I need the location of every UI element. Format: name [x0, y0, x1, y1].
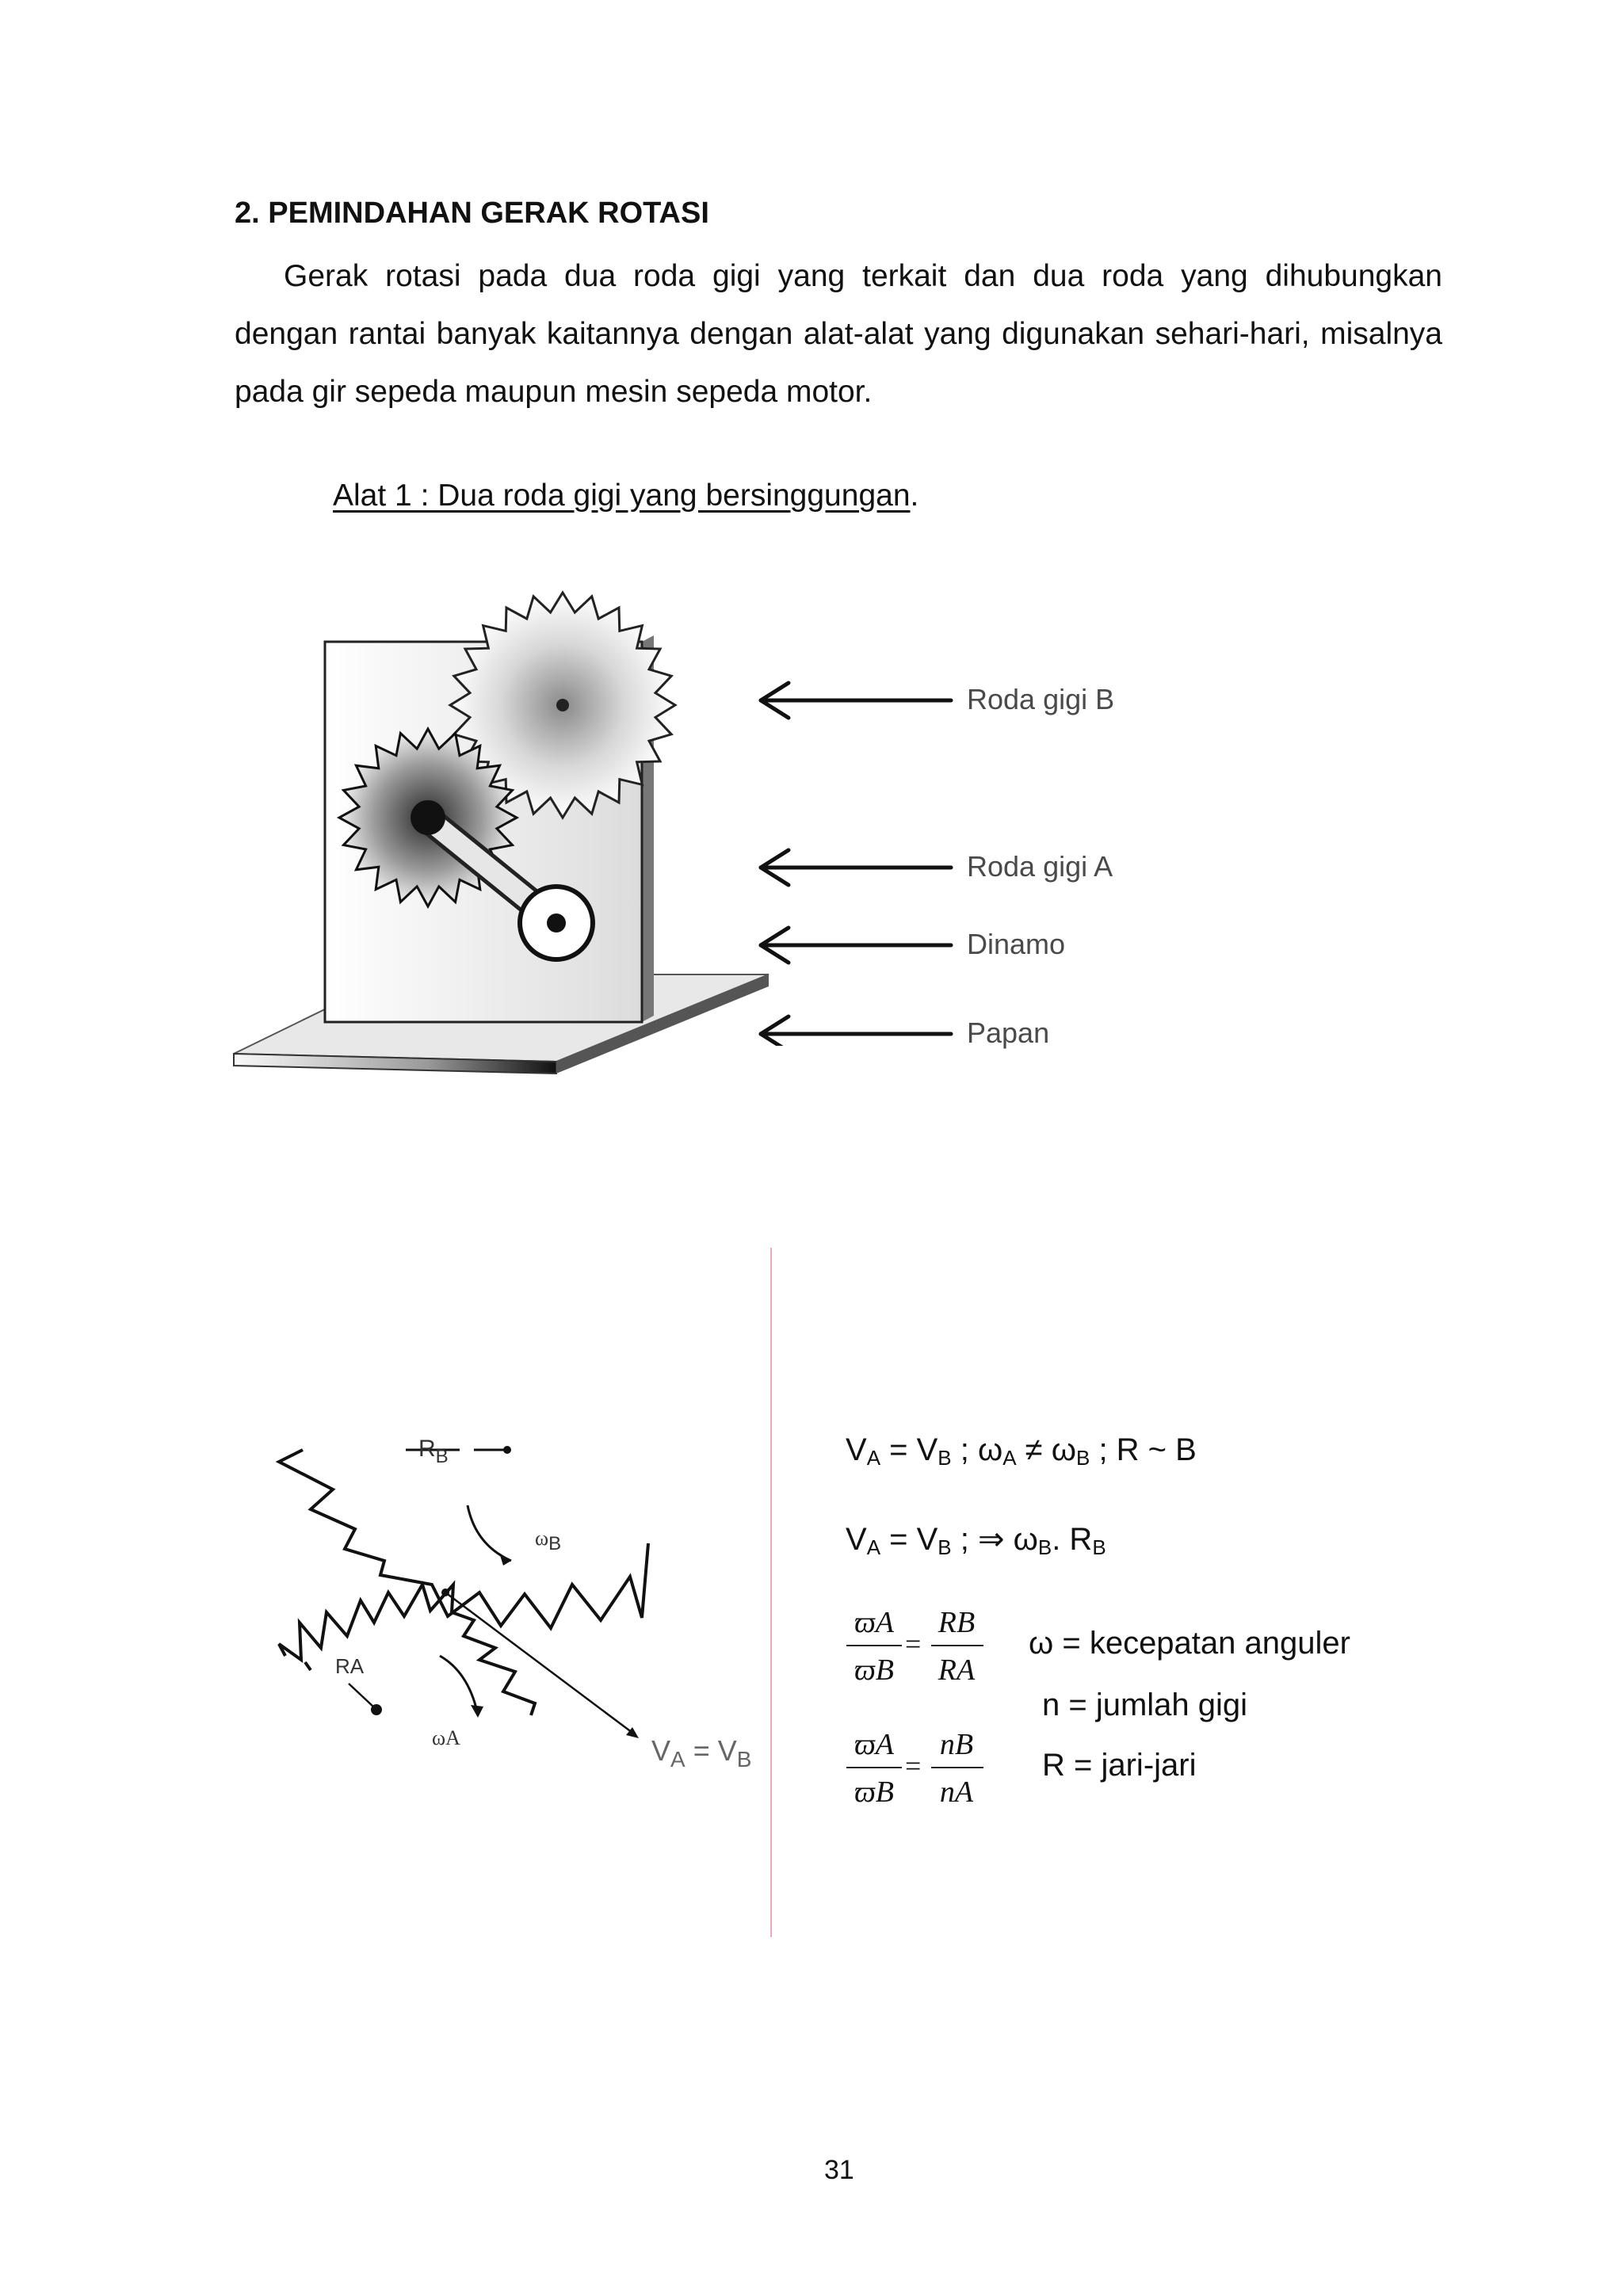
frac1-den-left: ϖB	[854, 1653, 895, 1687]
caption-period: .	[910, 479, 919, 513]
definition-r: R = jari-jari	[1042, 1748, 1197, 1783]
omega-a-label: ωA	[432, 1726, 460, 1749]
vertical-divider	[770, 1248, 772, 1937]
gear-contact-diagram	[269, 1418, 761, 1798]
label-board: Papan	[967, 1016, 1050, 1049]
label-arrows	[753, 634, 959, 1046]
page-number: 31	[824, 2155, 854, 2185]
omega-b-arrow	[468, 1505, 511, 1561]
section-heading: 2. PEMINDAHAN GERAK ROTASI	[235, 196, 709, 230]
frac2-equals: =	[905, 1750, 922, 1782]
frac2-den-left: ϖB	[854, 1775, 895, 1809]
omega-a-arrow	[440, 1656, 477, 1711]
gear-a-teeth	[279, 1585, 535, 1715]
gear-b-axle	[556, 699, 569, 711]
body-paragraph: Gerak rotasi pada dua roda gigi yang terkait dan dua roda yang dihubungkan dengan rantai banyak kaitannya dengan alat-alat yang digunakan sehari-hari, misalnya pada gir sepeda maupun mesin sepeda motor.	[235, 259, 1442, 409]
frac1-num-left: ϖA	[854, 1606, 895, 1639]
gear-apparatus-figure	[230, 586, 1181, 1093]
gear-teeth-sketch	[269, 1418, 761, 1798]
gear-b-teeth	[279, 1450, 648, 1628]
frac2-den-right: nA	[939, 1775, 974, 1809]
va-vb-label: $V_A = V_B$	[651, 1734, 752, 1772]
label-gear-b: Roda gigi B	[967, 683, 1115, 715]
frac1-den-right: RA	[938, 1653, 976, 1687]
equation-line-1: $V_A = V_B$ ; $\omega_A \ne \omega_B$ ; R ~ B	[846, 1432, 1197, 1470]
omega-b-label: ωB	[535, 1527, 562, 1554]
definition-omega: ω = kecepatan anguler	[1029, 1626, 1350, 1661]
caption-text: Alat 1 : Dua roda gigi yang bersinggungan	[333, 479, 911, 513]
label-gear-a: Roda gigi A	[967, 850, 1113, 883]
rb-label: $R_B$	[418, 1436, 449, 1467]
equation-line-2: $V_A = V_B$ ; ⇒ $\omega_B$. $R_B$	[846, 1522, 1106, 1559]
ra-label: RA	[335, 1654, 365, 1678]
frac2-num-left: ϖA	[854, 1728, 895, 1761]
gear-apparatus-illustration	[230, 586, 785, 1093]
frac2-num-right: nB	[939, 1728, 974, 1761]
gear-a-axle	[411, 800, 445, 835]
label-dynamo: Dinamo	[967, 928, 1066, 960]
frac1-num-right: RB	[938, 1606, 976, 1639]
frac1-equals: =	[905, 1628, 922, 1660]
definition-n: n = jumlah gigi	[1042, 1688, 1248, 1722]
figure-caption	[333, 479, 918, 513]
